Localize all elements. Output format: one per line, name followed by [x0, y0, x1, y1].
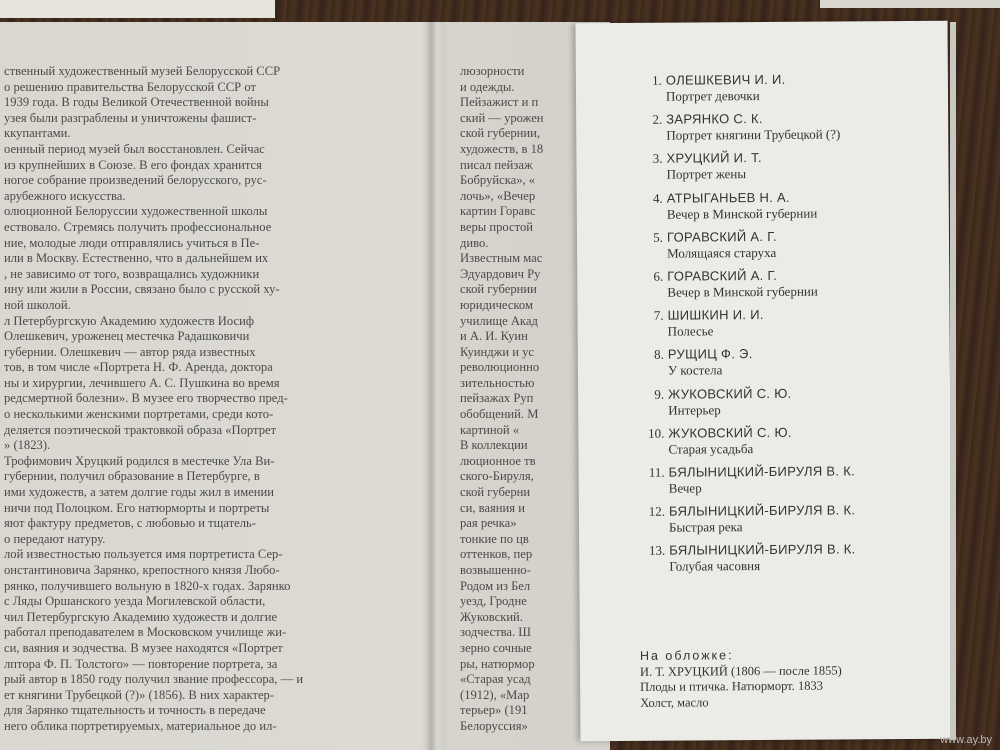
mid-line: Белоруссия»: [460, 718, 528, 733]
entry-number: 5.: [653, 229, 664, 245]
mid-line: терьер» (191: [460, 703, 528, 718]
contents-entry: [653, 306, 937, 340]
left-line: л Петербургскую Академию художеств Иосиф: [4, 313, 254, 328]
left-line: си, ваяния и зодчества. В музее находятся «Портрет: [4, 640, 283, 655]
mid-line: обобщений. М: [460, 407, 539, 422]
left-line: для Зарянко тщательность и точность в передаче: [4, 703, 266, 718]
mid-line: ской губернии,: [460, 126, 541, 141]
left-line: деляется поэтической трактовкой образа «Портрет: [4, 422, 277, 437]
entry-artist: ЖУКОВСКИЙ С. Ю.: [668, 424, 792, 441]
mid-line: тонкие по цв: [460, 531, 529, 546]
entry-work-title: Интерьер: [668, 401, 721, 418]
mid-line: (1912), «Мар: [460, 687, 530, 702]
mid-line: ской губернии: [460, 282, 537, 297]
paper-edge-top-right: [820, 0, 1000, 8]
entry-work-title: Вечер в Минской губернии: [667, 283, 818, 300]
entry-work-title: Портрет девочки: [665, 88, 760, 104]
contents-card: [575, 21, 952, 742]
entry-artist: РУЩИЦ Ф. Э.: [667, 346, 753, 363]
entry-number: 11.: [648, 464, 665, 480]
entry-artist: ХРУЦКИЙ И. Т.: [666, 150, 762, 167]
entry-number: 7.: [653, 307, 664, 323]
left-page-text: [4, 64, 424, 735]
entry-artist: ШИШКИН И. И.: [667, 307, 764, 323]
cover-caption: [640, 647, 940, 711]
contents-entry: [648, 424, 938, 458]
entry-artist: ЖУКОВСКИЙ С. Ю.: [668, 385, 792, 402]
mid-line: ской губерни: [460, 485, 531, 500]
mid-line: зерно сочные: [460, 640, 532, 655]
entry-number: 4.: [652, 190, 663, 206]
mid-line: и А. И. Куин: [460, 329, 528, 344]
left-line: губернии, получил образование в Петербурге, в: [4, 469, 260, 484]
contents-entry: [653, 228, 937, 262]
mid-line: Родом из Бел: [460, 578, 531, 593]
left-line: ны и хирургии, лечившего А. С. Пушкина во время: [4, 375, 280, 390]
left-line: » (1823).: [4, 438, 51, 453]
left-line: или в Москву. Естественно, что в дальнейшем их: [4, 251, 269, 266]
contents-entry: [652, 188, 937, 222]
entry-artist: БЯЛЫНИЦКИЙ-БИРУЛЯ В. К.: [668, 463, 856, 480]
left-line: рый автор в 1850 году получил звание профессора, — и: [4, 672, 304, 687]
entry-work-title: У костела: [667, 362, 723, 379]
entry-work-title: Полесье: [667, 323, 714, 339]
contents-entry: [652, 110, 936, 144]
mid-line: революционно: [460, 360, 540, 375]
mid-line: Эдуардович Ру: [460, 266, 541, 281]
mid-line: «Старая усад: [460, 672, 531, 687]
contents-entry: [648, 502, 939, 536]
left-line: онстантиновича Зарянко, крепостного князя Любо-: [4, 563, 280, 577]
left-line: ной школой.: [4, 297, 71, 312]
left-line: ние, молодые люди отправлялись учиться в Пе-: [4, 235, 260, 250]
entry-number: 3.: [652, 151, 663, 167]
card-edge: [950, 22, 956, 740]
mid-line: картин Горавс: [460, 204, 536, 219]
contents-entry: [653, 267, 937, 301]
mid-line: зительностью: [460, 375, 535, 390]
contents-entry: [652, 71, 936, 105]
mid-line: оттенков, пер: [460, 547, 533, 562]
mid-line: лочь», «Вечер: [460, 188, 536, 203]
left-line: о передают натуру.: [4, 531, 106, 546]
mid-line: и одежды.: [460, 79, 515, 94]
mid-line: Жуковский.: [460, 609, 523, 624]
left-line: него облика портретируемых, материальное до ил-: [4, 718, 277, 733]
left-line: , не зависимо от того, возвращались художники: [4, 266, 260, 281]
left-line: редсмертной болезни». В музее его творчество пред-: [4, 391, 288, 406]
mid-line: люзорности: [460, 64, 525, 78]
left-line: тов, в том числе «Портрета Н. Ф. Арендa, доктора: [4, 360, 273, 375]
left-line: ственный художественный музей Белорусской ССР: [4, 64, 281, 78]
entry-work-title: Быстрая река: [668, 519, 743, 535]
entry-artist: АТРЫГАНЬЕВ Н. А.: [666, 189, 790, 206]
watermark: www.ay.by: [940, 734, 992, 746]
left-line: ет княгини Трубецкой (?)» (1856). В них характер-: [4, 687, 275, 702]
left-line: олюционной Белоруссии художественной школы: [4, 204, 268, 219]
mid-line: юридическом: [460, 297, 533, 312]
left-line: Олешкевич, уроженец местечка Радашковичи: [4, 329, 250, 344]
mid-line: люционное тв: [460, 453, 536, 468]
mid-line: училище Акад: [460, 313, 538, 328]
mid-line: В коллекции: [460, 438, 528, 453]
mid-line: диво.: [460, 235, 489, 250]
booklet-fold: [425, 22, 443, 750]
left-line: оенный период музей был восстановлен. Сейчас: [4, 141, 265, 156]
entry-artist: ГОРАВСКИЙ А. Г.: [666, 228, 777, 245]
entry-number: 1.: [652, 72, 662, 88]
mid-line: уезд, Гродне: [460, 594, 527, 609]
entry-artist: ОЛЕШКЕВИЧ И. И.: [665, 71, 786, 88]
left-line: лптора Ф. П. Толстого» — повторение портрета, за: [4, 656, 278, 671]
left-line: Трофимович Хруцкий родился в местечке Ула Ви-: [4, 453, 275, 468]
left-line: ими художеств, а затем долгие годы жил в имении: [4, 485, 275, 500]
mid-line: си, ваяния и: [460, 500, 525, 515]
left-line: рянко, получившего вольную в 1820-х годах. Зарянко: [4, 578, 291, 593]
cover-author: И. Т. ХРУЦКИЙ (1806 — после 1855): [639, 662, 842, 679]
entry-work-title: Голубая часовня: [669, 558, 761, 575]
left-line: ествовало. Стремясь получить профессиональное: [4, 219, 272, 234]
mid-line: писал пейзаж: [460, 157, 533, 172]
entry-number: 13.: [648, 543, 666, 559]
entry-artist: ЗАРЯНКО С. К.: [666, 111, 763, 127]
contents-entry: [648, 541, 939, 575]
entry-number: 10.: [648, 425, 665, 441]
mid-line: пейзажах Руп: [460, 391, 534, 406]
left-line: губернии. Олешкевич — автор ряда известных: [4, 344, 256, 359]
mid-line: Бобруйска», «: [460, 173, 536, 188]
left-line: о решению правительства Белорусской ССР от: [4, 79, 256, 94]
entry-number: 8.: [654, 347, 664, 363]
mid-line: рая речка»: [460, 516, 517, 531]
entry-number: 9.: [654, 386, 665, 402]
mid-line: Известным мас: [460, 251, 543, 266]
contents-entry: [654, 345, 938, 379]
mid-line: веры простой: [460, 219, 533, 234]
entry-number: 2.: [652, 111, 663, 127]
left-line: ничи под Полоцком. Его натюрморты и портреты: [4, 500, 270, 515]
left-line: арубежного искусства.: [4, 188, 126, 203]
mid-line: зодчества. Ш: [460, 625, 531, 640]
entry-number: 6.: [653, 268, 664, 284]
entry-work-title: Портрет жены: [666, 166, 747, 183]
left-line: 1939 года. В годы Великой Отечественной войны: [4, 95, 269, 110]
cover-label: На обложке:: [639, 648, 734, 663]
mid-line: картиной «: [460, 422, 520, 437]
mid-line: возвышенно-: [460, 563, 531, 577]
cover-medium: Холст, масло: [640, 694, 709, 710]
contents-entry: [654, 384, 938, 418]
left-line: ногое собрание произведений белорусского, рус-: [4, 173, 267, 188]
entry-artist: ГОРАВСКИЙ А. Г.: [667, 267, 778, 284]
entry-work-title: Старая усадьба: [668, 440, 754, 457]
paper-edge-top-left: [0, 0, 275, 18]
entry-work-title: Вечер: [668, 480, 702, 496]
entry-work-title: Вечер в Минской губернии: [666, 205, 818, 222]
entry-number: 12.: [648, 503, 665, 519]
middle-page-text: [460, 64, 590, 735]
mid-line: художеств, в 18: [460, 141, 544, 156]
entry-artist: БЯЛЫНИЦКИЙ-БИРУЛЯ В. К.: [668, 502, 856, 519]
mid-line: Куинджи и ус: [460, 344, 535, 359]
entry-work-title: Молящаяся старуха: [667, 244, 777, 261]
contents-entry: [652, 149, 936, 183]
left-line: лой известностью пользуется имя портретиста Сер-: [4, 547, 283, 562]
left-line: яют фактуру предметов, с любовью и тщатель-: [4, 516, 256, 531]
mid-line: ского-Бируля,: [460, 469, 534, 484]
left-line: о несколькими женскими портретами, среди кото-: [4, 407, 274, 422]
left-line: ину или жили в России, связано было с русской ху-: [4, 282, 280, 297]
left-line: узея были разграблены и уничтожены фашист-: [4, 110, 257, 125]
mid-line: ры, натюрмор: [460, 656, 535, 671]
mid-line: Пейзажист и п: [460, 95, 539, 110]
left-line: ккупантами.: [4, 126, 71, 141]
left-line: из крупнейших в Союзе. В его фондах хранится: [4, 157, 262, 172]
entry-work-title: Портрет княгини Трубецкой (?): [666, 126, 841, 143]
left-line: чил Петербургскую Академию художеств и долгие: [4, 609, 278, 624]
left-line: работал преподавателем в Московском училище жи-: [4, 625, 287, 640]
left-line: с Ляды Оршанского уезда Могилевской области,: [4, 594, 266, 609]
cover-title: Плоды и птичка. Натюрморт. 1833: [640, 678, 823, 694]
contents-entry: [648, 463, 939, 497]
mid-line: ский — урожен: [460, 110, 544, 125]
entry-artist: БЯЛЫНИЦКИЙ-БИРУЛЯ В. К.: [669, 541, 856, 559]
